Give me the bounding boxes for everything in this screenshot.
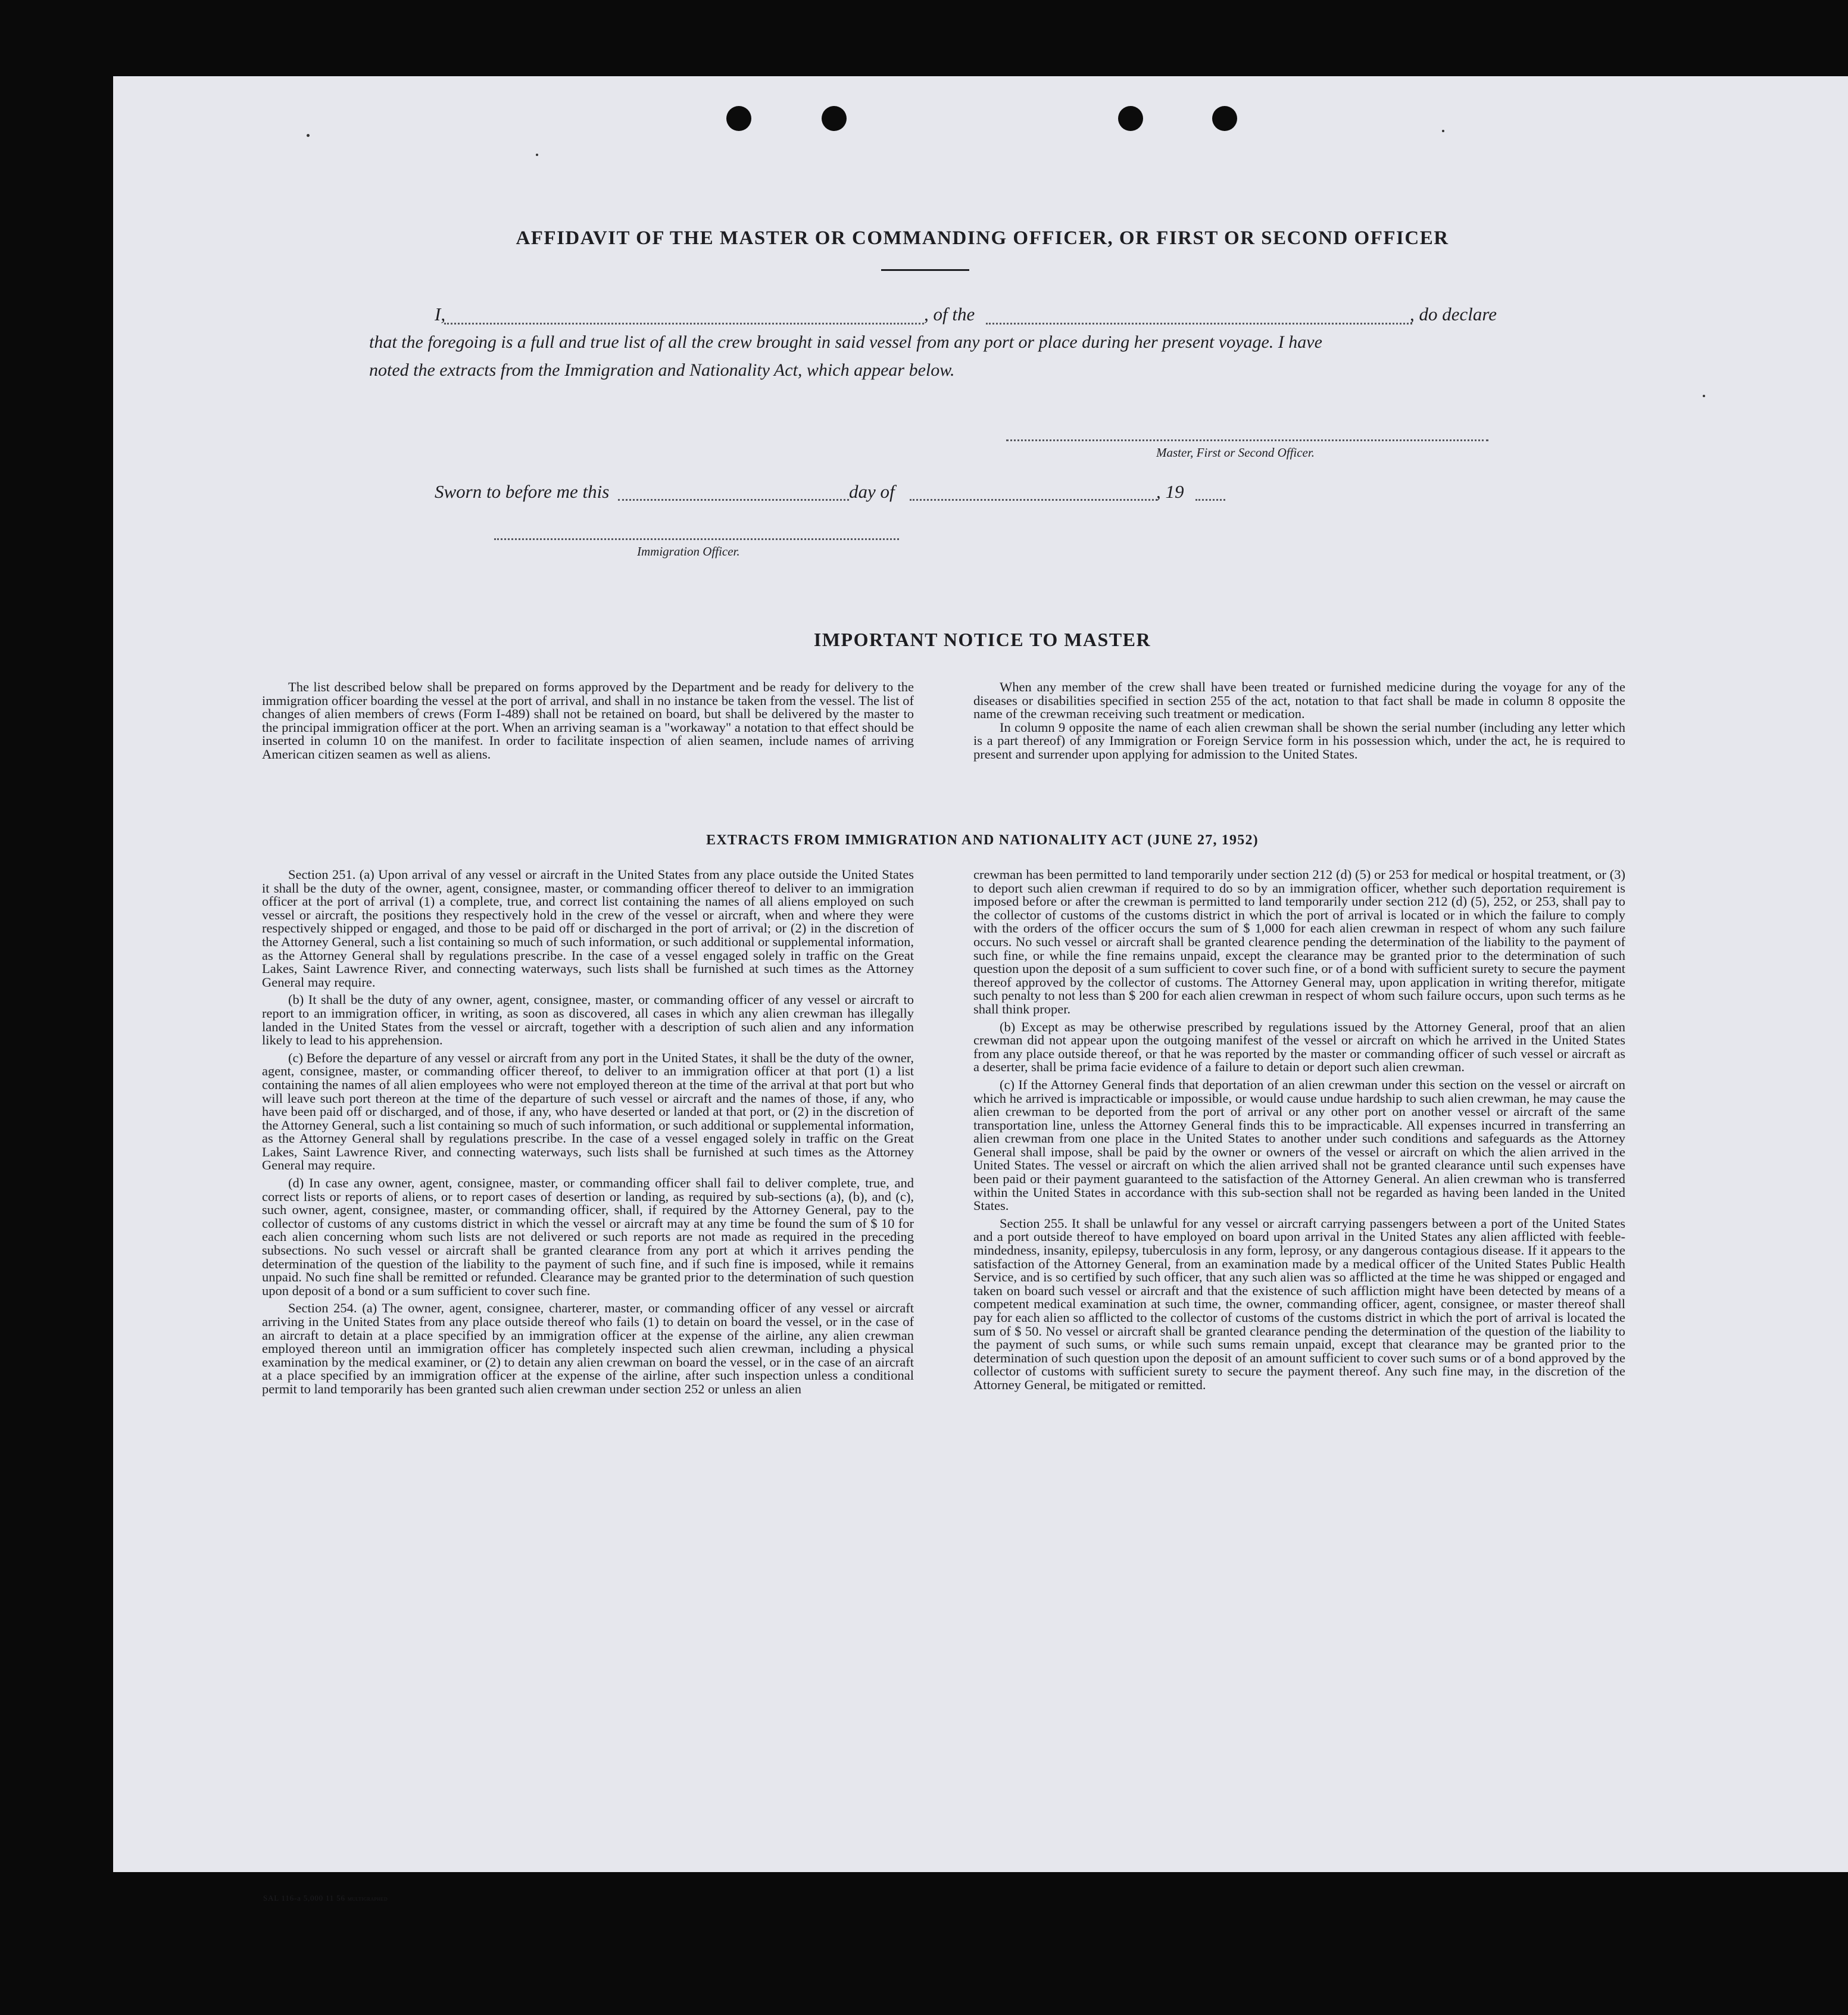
extract-paragraph: (b) It shall be the duty of any owner, agent, consignee, master, or commanding officer of any vessel or aircraft to report to an immigration officer, in writing, as soon as discovered, all cases in which any alien crewman has illegally landed in the United States from the vessel or aircraft, together with a description of such alien and any information likely to lead to his apprehension. [262,992,914,1048]
speck [307,134,310,137]
officer-signature-line[interactable] [494,538,899,540]
punch-hole [822,106,847,131]
extract-paragraph: Section 251. (a) Upon arrival of any vessel or aircraft in the United States from any place outside the United States it shall be the duty of the owner, agent, consignee, master, or commanding officer thereof to deliver to an immigration officer at the port of arrival (1) a complete, true, and correct list containing the names of all aliens employed on such vessel or aircraft, the positions they respectively hold in the crew of the vessel or aircraft, when and where they were respectively shipped or engaged, and those to be paid off or discharged in the port of arrival; or (2) in the discretion of the Attorney General, such a list containing so much of such information, or such additional or supplemental information, as the Attorney General shall by regulations prescribe. In the case of a vessel engaged solely in traffic on the Great Lakes, Saint Lawrence River, and connecting waterways, such lists shall be furnished at such times as the Attorney General may require. [262,867,914,990]
sworn-day-blank[interactable] [618,499,849,501]
speck [536,154,538,156]
sworn-year-blank[interactable] [1195,499,1225,501]
extract-paragraph: (c) Before the departure of any vessel or aircraft from any port in the United States, it shall be the duty of the owner, agent, consignee, master, or commanding officer thereof, to deliver to an immigration officer at that port (1) a list containing the names of all alien employees who were not employed thereon at the time of the arrival at that port but who will leave such port thereon at the time of the departure of such vessel or aircraft and the names of those, if any, who have been paid off or discharged, and of those, if any, who have deserted or landed at that port, or (2) in the discretion of the Attorney General, such a list containing so much of such information, or such additional or supplemental information, as the Attorney General shall by regulations prescribe. In the case of a vessel engaged solely in traffic on the Great Lakes, Saint Lawrence River, and connecting waterways, such lists shall be furnished at such times as the Attorney General may require. [262,1050,914,1173]
punch-hole [1118,106,1143,131]
affidavit-line-3: noted the extracts from the Immigration and Nationality Act, which appear below. [369,360,955,380]
notice-paragraph: The list described below shall be prepared on forms approved by the Department and be ready for delivery to the immigration officer boarding the vessel at the port of arrival, and shall in no instance be taken from the vessel. The list of changes of alien members of crews (Form I-489) shall not be retained on board, but shall be delivered by the master to the principal immigration officer at the port. When an arriving seaman is a "workaway" a notation to that effect should be inserted in column 10 on the manifest. In order to facilitate inspection of alien seamen, include names of arriving American citizen seamen as well as aliens. [262,679,914,762]
punch-hole [726,106,751,131]
extracts-right-column [973,868,1625,1396]
master-signature-caption: Master, First or Second Officer. [1156,445,1315,460]
sworn-year-prefix: , 19 [1156,481,1184,502]
title-underline [881,269,969,271]
form-number [263,1894,388,1903]
name-blank[interactable] [444,323,924,325]
extract-paragraph: crewman has been permitted to land temporarily under section 212 (d) (5) or 253 for medical or hospital treatment, or (3) to deport such alien crewman if required to do so by an immigration officer, whether such deportation requirement is imposed before or after the crewman is permitted to land temporarily under section 212 (d) (5), 252, or 253, shall pay to the collector of customs of the customs district in which the port of arrival is located or in which the failure to comply with the orders of the officer occurs the sum of $ 1,000 for each alien crewman in respect of whom any such failure occurs. No such vessel or aircraft shall be granted clearence pending the determination of the liability to the payment of such fine, or while the fine remains unpaid, except the clearance may be granted prior to the determination of such question upon the deposit of a sum sufficient to cover such fine, or of a bond with sufficient surety to secure the payment thereof approved by the collector of customs. The Attorney General may, upon application in writing therefor, mitigate such penalty to not less than $ 200 for each alien crewman in respect of whom such failure occurs, upon such terms as he shall think proper. [973,867,1625,1016]
sworn-prefix: Sworn to before me this [435,481,610,502]
sworn-month-blank[interactable] [910,499,1157,501]
affidavit-i: I, [435,304,446,325]
notice-paragraph: In column 9 opposite the name of each alien crewman shall be shown the serial number (including any letter which is a part thereof) of any Immigration or Foreign Service form in his possession which, under the act, he is required to present and surrender upon applying for admission to the United States. [973,719,1625,762]
extracts-left-column [262,868,914,1400]
notice-paragraph: When any member of the crew shall have been treated or furnished medicine during the voyage for any of the diseases or disabilities specified in section 255 of the act, notation to that fact shall be made in column 8 opposite the name of the crewman receiving such treatment or medication. [973,679,1625,722]
affidavit-title: AFFIDAVIT OF THE MASTER OR COMMANDING OFFICER, OR FIRST OR SECOND OFFICER [516,227,1449,249]
notice-right-column [973,681,1625,766]
printer-mark: MULTIGRAPHED [347,1897,388,1902]
extract-paragraph: (c) If the Attorney General finds that deportation of an alien crewman under this section on the vessel or aircraft on which he arrived is impracticable or impossible, or would cause undue hardship to such alien crewman, he may cause the alien crewman to be deported from the port of arrival or any other port on another vessel or aircraft of the same transportation line, unless the Attorney General finds this to be impracticable. All expenses incurred in transferring an alien crewman from one place in the United States to another under such conditions and safeguards as the Attorney General shall impose, shall be paid by the owner or owners of the vessel or aircraft on which the alien arrived in the United States. The vessel or aircraft on which the alien arrived shall not be granted clearance until such expenses have been paid or their payment guaranteed to the satisfaction of the Attorney General. An alien crewman who is transferred within the United States in accordance with this sub-section shall not be regarded as having been landed in the United States. [973,1077,1625,1214]
form-number-text: SAL 116-a 5,000 11 56 [263,1894,345,1902]
affidavit-declare: , do declare [1410,304,1497,325]
notice-title: IMPORTANT NOTICE TO MASTER [813,629,1151,650]
extract-paragraph: Section 255. It shall be unlawful for any vessel or aircraft carrying passengers between a port of the United States and a port outside thereof to have employed on board upon arrival in the United States any alien afflicted with feeble-mindedness, insanity, epilepsy, tuberculosis in any form, leprosy, or any dangerous contagious disease. If it appears to the satisfaction of the Attorney General, from an examination made by a medical officer of the United States Public Health Service, and is so certified by such officer, that any such alien was so afflicted at the time he was shipped or engaged and taken on board such vessel or aircraft and that the existence of such affliction might have been detected by means of a competent medical examination at such time, the owner, commanding officer, agent, consignee, or master thereof shall pay for each alien so afflicted to the collector of customs of the customs district in which the port of arrival is located the sum of $ 50. No vessel or aircraft shall be granted clearance pending the determination of the question of the liability to the payment of such sums, or while such sums remain unpaid, except that clearance may be granted prior to the determination of such question upon the deposit of an amount sufficient to cover such sums or of a bond approved by the collector of customs with sufficient surety to secure the payment thereof. Any such fine may, in the discretion of the Attorney General, be mitigated or remitted. [973,1215,1625,1392]
affidavit-line-2: that the foregoing is a full and true list of all the crew brought in said vessel from any port or place during her present voyage. I have [369,332,1322,352]
extract-paragraph: Section 254. (a) The owner, agent, consignee, charterer, master, or commanding officer of any vessel or aircraft arriving in the United States from any place outside thereof who fails (1) to detain on board the vessel, or in the case of an aircraft to detain at a place specified by an immigration officer at the expense of the airline, any alien crewman employed thereon until an immigration officer has completely inspected such alien crewman, including a physical examination by the medical examiner, or (2) to detain any alien crewman on board the vessel, or in the case of an aircraft at a place specified by an immigration officer at the expense of the airline, after such inspection unless a conditional permit to land temporarily has been granted such alien crewman under section 252 or unless an alien [262,1300,914,1396]
sworn-day-of: day of [849,481,895,502]
affidavit-of-the: , of the [924,304,975,325]
notice-left-column [262,681,914,766]
extracts-title: EXTRACTS FROM IMMIGRATION AND NATIONALITY ACT (JUNE 27, 1952) [706,832,1259,848]
speck [1703,395,1705,397]
master-signature-line[interactable] [1006,439,1488,441]
punch-hole [1212,106,1237,131]
extract-paragraph: (b) Except as may be otherwise prescribed by regulations issued by the Attorney General, proof that an alien crewman did not appear upon the outgoing manifest of the vessel or aircraft on which he arrived in the United States from any place outside thereof, or that he was reported by the master or commanding officer of such vessel or aircraft as a deserter, shall be prima facie evidence of a failure to detain or deport such alien crewman. [973,1019,1625,1075]
document-sheet [113,76,1848,1902]
vessel-blank[interactable] [986,323,1412,325]
speck [1442,130,1444,132]
extract-paragraph: (d) In case any owner, agent, consignee, master, or commanding officer shall fail to deliver complete, true, and correct lists or reports of aliens, or to report cases of desertion or landing, as required by sub-sections (a), (b), and (c), such owner, agent, consignee, master, or commanding officer, shall, if required by the Attorney General, pay to the collector of customs of any customs district in which the vessel or aircraft may at any time be found the sum of $ 10 for each alien concerning whom such lists are not delivered or such reports are not made as required in the preceding subsections. No such vessel or aircraft shall be granted clearance from any port at which it arrives pending the determination of the question of the liability to the payment of such fine, and if such fine is imposed, while it remains unpaid. No such fine shall be remitted or refunded. Clearance may be granted prior to the determination of such question upon deposit of a bond or a sum sufficient to cover such fine. [262,1175,914,1298]
officer-signature-caption: Immigration Officer. [637,544,740,559]
